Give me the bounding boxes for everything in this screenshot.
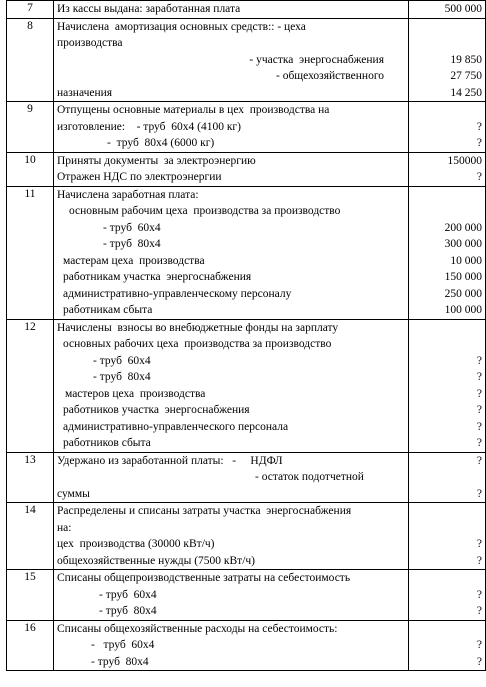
amount-line: 27 750 bbox=[450, 70, 482, 82]
operation-amount bbox=[409, 319, 486, 452]
amount-line: ? bbox=[476, 387, 482, 400]
operation-description bbox=[54, 620, 409, 671]
description-line: Начислена амортизация основных средств:: - цеха bbox=[57, 20, 306, 33]
amount-line bbox=[409, 102, 482, 119]
table-row bbox=[7, 503, 486, 570]
table-row bbox=[7, 620, 486, 671]
amount-line: 250 000 bbox=[444, 287, 482, 300]
amount-line bbox=[409, 203, 482, 220]
amount-line bbox=[409, 621, 482, 638]
operation-amount bbox=[409, 186, 486, 319]
table-row bbox=[7, 319, 486, 452]
description-line: основным рабочим цеха производства за производство bbox=[69, 205, 341, 217]
operation-amount bbox=[409, 620, 486, 671]
operation-amount bbox=[409, 503, 486, 570]
description-line: Списаны общехозяйственные расходы на себестоимость: bbox=[57, 622, 338, 635]
operation-description bbox=[54, 1, 409, 19]
amount-line bbox=[409, 35, 482, 52]
operation-description bbox=[54, 102, 409, 153]
amount-line: ? bbox=[476, 655, 482, 668]
amount-line: ? bbox=[476, 487, 482, 500]
description-line: - труб 60х4 bbox=[99, 588, 157, 601]
description-line: работников участка энергоснабжения bbox=[63, 404, 250, 416]
amount-line bbox=[409, 520, 482, 537]
table-row bbox=[7, 102, 486, 153]
amount-line: ? bbox=[476, 554, 482, 567]
description-line: назначения bbox=[57, 86, 113, 99]
description-line: - остаток подотчетной bbox=[255, 471, 364, 483]
description-line: - труб 80х4 bbox=[99, 605, 157, 617]
operation-description bbox=[54, 452, 409, 503]
amount-line: ? bbox=[476, 454, 482, 467]
operation-amount bbox=[409, 18, 486, 102]
amount-line bbox=[409, 19, 482, 36]
description-line: работников сбыта bbox=[63, 437, 151, 449]
description-line: Списаны общепроизводственные затраты на себестоимость bbox=[57, 572, 351, 584]
amount-line: 19 850 bbox=[450, 53, 482, 66]
description-line: на: bbox=[57, 521, 72, 534]
amount-line: ? bbox=[476, 120, 482, 133]
amount-line: ? bbox=[476, 171, 482, 183]
row-number: 10 bbox=[7, 152, 54, 186]
description-line: административно-управленческому персоналу bbox=[63, 287, 292, 300]
row-number: 14 bbox=[7, 503, 54, 570]
row-number: 11 bbox=[7, 186, 54, 319]
description-line: - труб 60х4 bbox=[91, 639, 155, 651]
amount-line: ? bbox=[476, 420, 482, 433]
description-line: - труб 80х4 bbox=[91, 655, 149, 668]
amount-line: ? bbox=[476, 538, 482, 550]
amount-line: ? bbox=[476, 354, 482, 367]
description-line: суммы bbox=[57, 487, 90, 500]
row-number: 8 bbox=[7, 18, 54, 102]
operation-amount bbox=[409, 570, 486, 621]
transactions-table bbox=[6, 0, 486, 671]
description-line: Удержано из заработанной платы: - НДФЛ bbox=[57, 454, 283, 467]
description-line: - труб 60х4 bbox=[103, 221, 161, 234]
amount-line: 150 000 bbox=[444, 271, 482, 283]
operation-description bbox=[54, 186, 409, 319]
amount-line bbox=[409, 336, 482, 353]
amount-line: 100 000 bbox=[444, 304, 482, 316]
amount-line: ? bbox=[476, 639, 482, 651]
operation-description bbox=[54, 152, 409, 186]
operation-description bbox=[54, 18, 409, 102]
amount-line bbox=[409, 570, 482, 587]
amount-line: 10 000 bbox=[450, 254, 482, 267]
description-line: - труб 80х4 bbox=[93, 371, 151, 383]
row-number: 13 bbox=[7, 452, 54, 503]
amount-line bbox=[409, 320, 482, 337]
table-row bbox=[7, 570, 486, 621]
description-line: основных рабочих цеха производства за производство bbox=[63, 338, 332, 350]
description-line: изготовление: - труб 60х4 (4100 кг) bbox=[57, 120, 241, 133]
amount-line: 300 000 bbox=[444, 238, 482, 250]
row-number: 7 bbox=[7, 1, 54, 19]
description-line: общехозяйственные нужды (7500 кВт/ч) bbox=[57, 554, 256, 567]
operation-amount bbox=[409, 152, 486, 186]
description-line: мастеров цеха производства bbox=[65, 387, 206, 400]
amount-line: ? bbox=[476, 404, 482, 416]
amount-line: 150000 bbox=[447, 154, 482, 167]
transactions-table-body bbox=[7, 1, 486, 671]
description-line: мастерам цеха производства bbox=[63, 254, 205, 267]
description-line: работникам участка энергоснабжения bbox=[63, 271, 252, 283]
operation-description bbox=[54, 570, 409, 621]
description-line: Распределены и списаны затраты участка энергоснабжения bbox=[57, 505, 352, 517]
table-row bbox=[7, 18, 486, 102]
operation-description bbox=[54, 319, 409, 452]
description-line: Отпущены основные материалы в цех производства на bbox=[57, 104, 330, 116]
operation-description bbox=[54, 503, 409, 570]
amount-line: ? bbox=[476, 371, 482, 383]
description-line: - труб 80х4 bbox=[103, 238, 161, 250]
amount-line: 200 000 bbox=[444, 221, 482, 234]
amount-line: 500 000 bbox=[444, 3, 482, 15]
operation-amount bbox=[409, 452, 486, 503]
amount-line: 14 250 bbox=[450, 86, 482, 99]
row-number: 9 bbox=[7, 102, 54, 153]
description-line: административно-управленческого персонала bbox=[63, 420, 289, 433]
amount-line: ? bbox=[476, 137, 482, 149]
table-row bbox=[7, 452, 486, 503]
description-line: производства bbox=[57, 37, 123, 49]
amount-line: ? bbox=[476, 605, 482, 617]
description-line: цех производства (30000 кВт/ч) bbox=[57, 538, 215, 550]
description-line: - участка энергоснабжения bbox=[249, 53, 384, 66]
operation-amount bbox=[409, 102, 486, 153]
row-number: 15 bbox=[7, 570, 54, 621]
description-line: Из кассы выдана: заработанная плата bbox=[57, 3, 241, 15]
amount-line: ? bbox=[476, 437, 482, 449]
table-row bbox=[7, 1, 486, 19]
description-line: - труб 60х4 bbox=[93, 354, 151, 367]
description-line: Отражен НДС по электроэнергии bbox=[57, 171, 222, 183]
amount-line bbox=[409, 469, 482, 486]
description-line: - труб 80х4 (6000 кг) bbox=[107, 137, 215, 149]
amount-line: ? bbox=[476, 588, 482, 601]
row-number: 16 bbox=[7, 620, 54, 671]
description-line: - общехозяйственного bbox=[276, 70, 384, 82]
amount-line bbox=[409, 187, 482, 204]
table-row bbox=[7, 152, 486, 186]
description-line: Приняты документы за электроэнергию bbox=[57, 154, 256, 167]
table-row bbox=[7, 186, 486, 319]
operation-amount bbox=[409, 1, 486, 19]
amount-line bbox=[409, 503, 482, 520]
description-line: Начислены взносы во внебюджетные фонды на зарплату bbox=[57, 321, 339, 334]
description-line: работникам сбыта bbox=[63, 304, 153, 316]
description-line: Начислена заработная плата: bbox=[57, 188, 199, 201]
row-number: 12 bbox=[7, 319, 54, 452]
